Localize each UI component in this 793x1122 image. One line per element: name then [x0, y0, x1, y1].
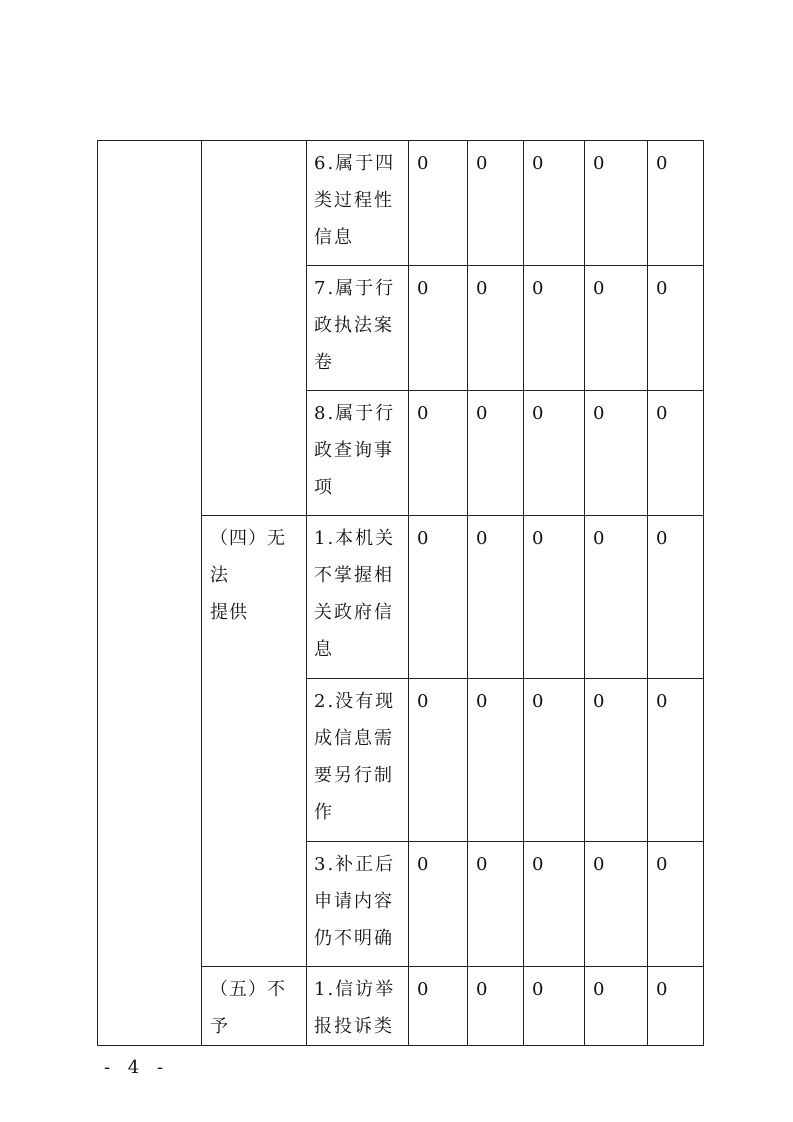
- value-cell: 0: [524, 516, 585, 679]
- category-cell: [202, 516, 307, 967]
- item-label: 6.属于四 类过程性 信息: [314, 153, 396, 248]
- item-cell: [307, 967, 409, 1046]
- item-cell: [307, 679, 409, 842]
- item-cell: [307, 516, 409, 679]
- value-cell: 0: [468, 391, 524, 516]
- value-cell: 0: [585, 516, 648, 679]
- value-cell: 0: [648, 391, 704, 516]
- group-cell: [98, 141, 202, 1046]
- category-cell: [202, 141, 307, 516]
- value-cell: 0: [409, 266, 468, 391]
- value-cell: 0: [648, 266, 704, 391]
- item-label: 8.属于行 政查询事 项: [314, 403, 396, 498]
- value-cell: 0: [524, 842, 585, 967]
- item-cell: [307, 391, 409, 516]
- value-cell: 0: [409, 516, 468, 679]
- value-cell: 0: [409, 679, 468, 842]
- value-cell: 0: [524, 679, 585, 842]
- value-cell: 0: [648, 516, 704, 679]
- item-label: 1.信访举 报投诉类: [314, 979, 396, 1037]
- category-cell: [202, 967, 307, 1046]
- value-cell: 0: [468, 679, 524, 842]
- value-cell: 0: [648, 679, 704, 842]
- value-cell: 0: [524, 141, 585, 266]
- value-cell: 0: [468, 842, 524, 967]
- value-cell: 0: [648, 842, 704, 967]
- item-cell: [307, 141, 409, 266]
- value-cell: 0: [409, 842, 468, 967]
- item-cell: [307, 266, 409, 391]
- value-cell: 0: [585, 266, 648, 391]
- item-cell: [307, 842, 409, 967]
- value-cell: 0: [468, 516, 524, 679]
- item-label: 2.没有现 成信息需 要另行制 作: [314, 691, 396, 823]
- table-row: [98, 141, 704, 266]
- item-label: 1.本机关 不掌握相 关政府信 息: [314, 528, 396, 660]
- value-cell: 0: [468, 141, 524, 266]
- value-cell: 0: [524, 967, 585, 1046]
- value-cell: 0: [409, 967, 468, 1046]
- item-label: 3.补正后 申请内容 仍不明确: [314, 854, 396, 949]
- value-cell: 0: [648, 141, 704, 266]
- value-cell: 0: [585, 679, 648, 842]
- value-cell: 0: [648, 967, 704, 1046]
- value-cell: 0: [585, 391, 648, 516]
- value-cell: 0: [409, 141, 468, 266]
- category-label: （四）无法 提供: [210, 528, 286, 623]
- value-cell: 0: [585, 842, 648, 967]
- value-cell: 0: [585, 967, 648, 1046]
- category-label: （五）不予: [210, 979, 286, 1037]
- value-cell: 0: [524, 266, 585, 391]
- value-cell: 0: [468, 266, 524, 391]
- page-number: - 4 -: [104, 1057, 170, 1078]
- disclosure-table: [97, 140, 704, 1046]
- value-cell: 0: [524, 391, 585, 516]
- value-cell: 0: [585, 141, 648, 266]
- item-label: 7.属于行 政执法案 卷: [314, 278, 396, 373]
- value-cell: 0: [468, 967, 524, 1046]
- value-cell: 0: [409, 391, 468, 516]
